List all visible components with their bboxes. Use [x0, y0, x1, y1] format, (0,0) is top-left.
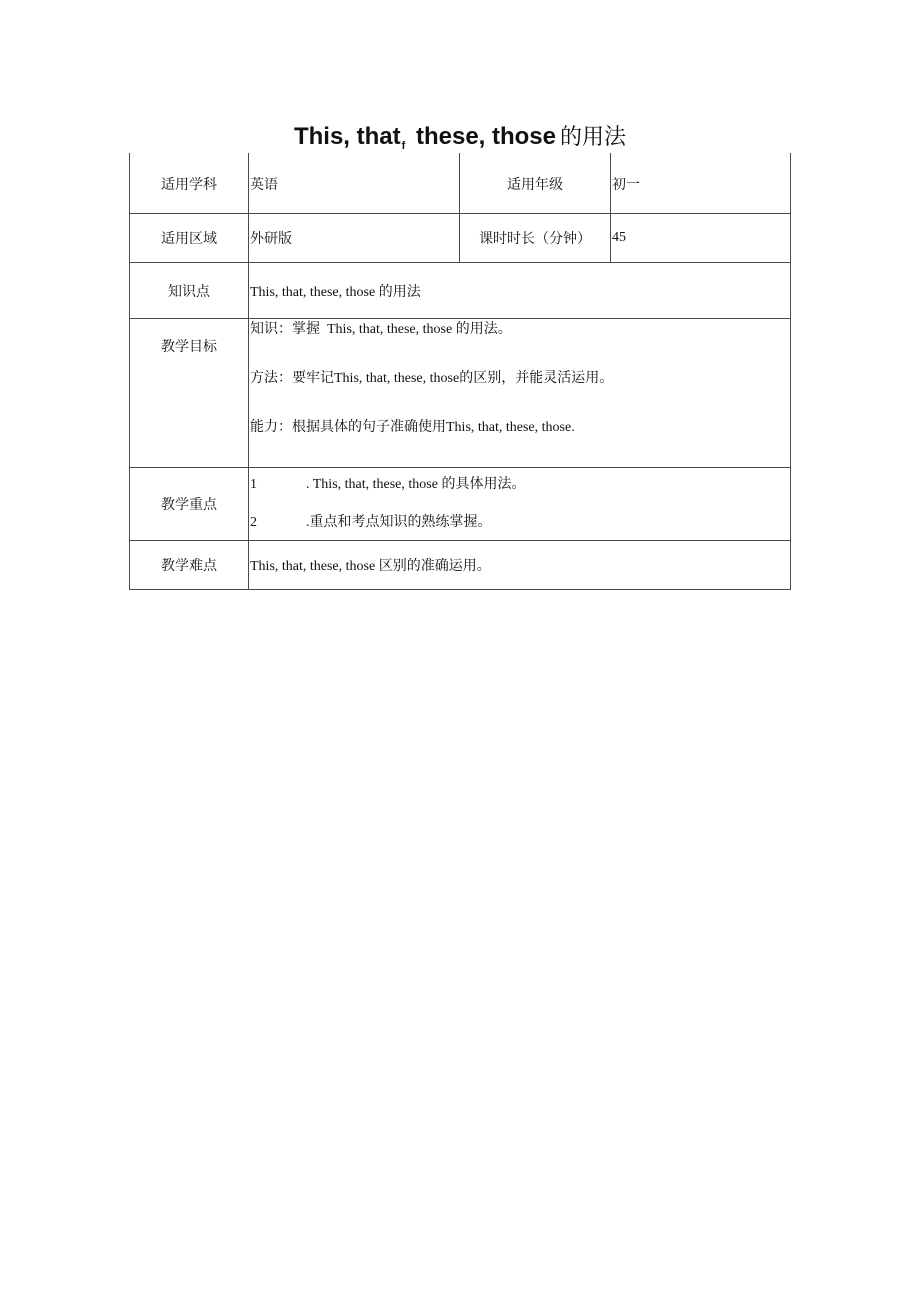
grade-value: 初一	[611, 154, 791, 214]
goal-item-ability: 能力：根据具体的句子准确使用This, that, these, those.	[250, 420, 575, 435]
title-cjk: 的用法	[560, 125, 627, 150]
subject-value: 英语	[249, 154, 460, 214]
title-mark: f	[401, 140, 406, 152]
goals-label-cell	[130, 319, 249, 468]
keypoints-cell	[249, 468, 791, 541]
duration-value: 45	[611, 214, 791, 263]
table-row-goals	[130, 319, 791, 468]
table-row-subject	[130, 154, 791, 214]
table-row-region	[130, 214, 791, 263]
goal-item-method: 方法：要牢记This, that, these, those的区别，并能灵活运用。	[250, 371, 614, 386]
lesson-info-table	[129, 153, 791, 590]
knowledge-label: 知识点	[130, 263, 249, 319]
keypoint-item	[250, 513, 790, 533]
knowledge-value: This, that, these, those 的用法	[249, 263, 791, 319]
goals-label: 教学目标	[161, 339, 217, 355]
keypoints-label: 教学重点	[130, 468, 249, 541]
table-row-knowledge	[130, 263, 791, 319]
table-row-keypoints	[130, 468, 791, 541]
goal-item-knowledge: 知识：掌握 This, that, these, those 的用法。	[250, 322, 512, 337]
difficulty-value: This, that, these, those 区别的准确运用。	[249, 541, 791, 590]
subject-label: 适用学科	[130, 154, 249, 214]
keypoint-item	[250, 475, 790, 495]
title-main: This, that	[293, 123, 401, 150]
duration-label: 课时时长（分钟）	[460, 214, 611, 263]
region-label: 适用区域	[130, 214, 249, 263]
region-value: 外研版	[249, 214, 460, 263]
keypoint-text: . This, that, these, those 的具体用法。	[306, 477, 526, 492]
keypoint-number: 1	[250, 477, 257, 492]
grade-label: 适用年级	[460, 154, 611, 214]
goals-cell	[249, 319, 791, 468]
difficulty-label: 教学难点	[130, 541, 249, 590]
title-rest: these, those	[409, 123, 557, 150]
keypoint-text: .重点和考点知识的熟练掌握。	[306, 515, 492, 530]
table-row-difficulty	[130, 541, 791, 590]
keypoint-number: 2	[250, 515, 257, 530]
